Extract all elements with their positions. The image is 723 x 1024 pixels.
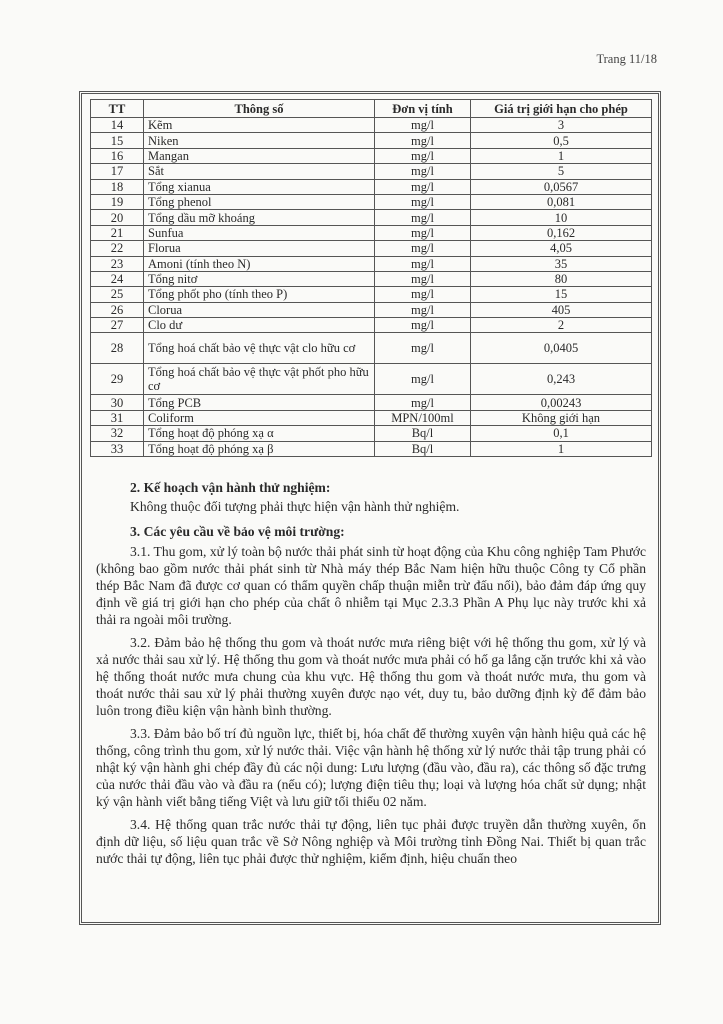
row-number: 29: [91, 364, 144, 395]
unit-cell: mg/l: [375, 179, 471, 194]
row-number: 16: [91, 148, 144, 163]
table-row: [91, 194, 652, 209]
parameter-name: Coliform: [144, 410, 375, 425]
parameter-name: Tổng phenol: [144, 194, 375, 209]
limit-value: 0,081: [471, 194, 652, 209]
section-2-heading: 2. Kế hoạch vận hành thử nghiệm:: [130, 480, 331, 495]
unit-cell: Bq/l: [375, 441, 471, 456]
table-row: [91, 133, 652, 148]
row-number: 22: [91, 241, 144, 256]
unit-cell: mg/l: [375, 256, 471, 271]
limit-value: 10: [471, 210, 652, 225]
limit-value: 5: [471, 164, 652, 179]
limit-value: 405: [471, 302, 652, 317]
table-row: [91, 410, 652, 425]
table-row: [91, 318, 652, 333]
row-number: 19: [91, 194, 144, 209]
limit-value: 15: [471, 287, 652, 302]
limit-value: Không giới hạn: [471, 410, 652, 425]
row-number: 18: [91, 179, 144, 194]
parameter-name: Clorua: [144, 302, 375, 317]
row-number: 26: [91, 302, 144, 317]
unit-cell: mg/l: [375, 225, 471, 240]
row-number: 27: [91, 318, 144, 333]
table-header-row: [91, 100, 652, 118]
table-row: [91, 118, 652, 133]
parameter-name: Tổng phốt pho (tính theo P): [144, 287, 375, 302]
unit-cell: mg/l: [375, 271, 471, 286]
unit-cell: mg/l: [375, 318, 471, 333]
row-number: 23: [91, 256, 144, 271]
unit-cell: mg/l: [375, 287, 471, 302]
parameter-name: Mangan: [144, 148, 375, 163]
unit-cell: mg/l: [375, 148, 471, 163]
limit-value: 1: [471, 441, 652, 456]
limit-value: 2: [471, 318, 652, 333]
row-number: 28: [91, 333, 144, 364]
row-number: 17: [91, 164, 144, 179]
parameter-name: Tổng hoá chất bảo vệ thực vật phốt pho hữu cơ: [144, 364, 375, 395]
unit-cell: mg/l: [375, 333, 471, 364]
header-tt: TT: [91, 100, 144, 118]
paragraph-3-3: 3.3. Đảm bảo bố trí đủ nguồn lực, thiết bị, hóa chất để thường xuyên vận hành hiệu quả các hệ thống, công trình thu gom, xử lý nước thải. Việc vận hành hệ thống xử lý nước thải tập trung phải có nhật ký vận hành ghi chép đầy đủ các nội dung: Lưu lượng (đầu vào, đầu ra), các thông số đặc trưng của nước thải đầu vào và đầu ra (nếu có); lượng điện tiêu thụ; loại và lượng hóa chất sử dụng; nhật ký vận hành viết bằng tiếng Việt và lưu giữ tối thiểu 02 năm.: [96, 725, 646, 810]
row-number: 24: [91, 271, 144, 286]
row-number: 30: [91, 395, 144, 410]
row-number: 20: [91, 210, 144, 225]
limit-value: 0,0405: [471, 333, 652, 364]
table-row: [91, 179, 652, 194]
limit-value: 0,5: [471, 133, 652, 148]
table-row: [91, 210, 652, 225]
limit-value: 0,243: [471, 364, 652, 395]
table-row: [91, 225, 652, 240]
row-number: 15: [91, 133, 144, 148]
table-row: [91, 441, 652, 456]
parameter-name: Sắt: [144, 164, 375, 179]
parameter-name: Tổng nitơ: [144, 271, 375, 286]
parameter-name: Tổng hoạt độ phóng xạ α: [144, 426, 375, 441]
table-row: [91, 364, 652, 395]
unit-cell: mg/l: [375, 194, 471, 209]
unit-cell: mg/l: [375, 302, 471, 317]
table-row: [91, 164, 652, 179]
section-3-heading: 3. Các yêu cầu về bảo vệ môi trường:: [130, 524, 345, 540]
unit-cell: MPN/100ml: [375, 410, 471, 425]
parameter-name: Tổng hoạt độ phóng xạ β: [144, 441, 375, 456]
unit-cell: mg/l: [375, 164, 471, 179]
page-number: Trang 11/18: [596, 52, 657, 66]
parameter-name: Niken: [144, 133, 375, 148]
parameter-name: Tổng xianua: [144, 179, 375, 194]
limit-value: 3: [471, 118, 652, 133]
paragraph-3-4: 3.4. Hệ thống quan trắc nước thải tự động, liên tục phải được truyền dẫn thường xuyên, ổn định dữ liệu, số liệu quan trắc về Sở Nông nghiệp và Môi trường tỉnh Đồng Nai. Thiết bị quan trắc nước thải tự động, liên tục phải được thử nghiệm, kiểm định, hiệu chuẩn theo: [96, 816, 646, 867]
table-row: [91, 426, 652, 441]
parameter-name: Kẽm: [144, 118, 375, 133]
row-number: 21: [91, 225, 144, 240]
limit-value: 0,162: [471, 225, 652, 240]
section-2-text: Không thuộc đối tượng phải thực hiện vận hành thử nghiệm.: [130, 499, 460, 515]
row-number: 33: [91, 441, 144, 456]
unit-cell: mg/l: [375, 118, 471, 133]
table-row: [91, 271, 652, 286]
limit-value: 35: [471, 256, 652, 271]
row-number: 25: [91, 287, 144, 302]
unit-cell: Bq/l: [375, 426, 471, 441]
table-row: [91, 287, 652, 302]
paragraph-3-1: 3.1. Thu gom, xử lý toàn bộ nước thải phát sinh từ hoạt động của Khu công nghiệp Tam Phước (không bao gồm nước thải phát sinh từ Nhà máy thép Bắc Nam hiện hữu thuộc Công ty Cổ phần thép Bắc Nam đã được cơ quan có thẩm quyền chấp thuận miễn trừ đấu nối), bảo đảm đáp ứng quy định về giá trị giới hạn cho phép của chất ô nhiễm tại Mục 2.3.3 Phần A Phụ lục này trước khi xả thải ra ngoài môi trường.: [96, 543, 646, 628]
unit-cell: mg/l: [375, 241, 471, 256]
limit-value: 80: [471, 271, 652, 286]
row-number: 32: [91, 426, 144, 441]
table-row: [91, 395, 652, 410]
parameter-name: Tổng dầu mỡ khoáng: [144, 210, 375, 225]
parameter-name: Florua: [144, 241, 375, 256]
row-number: 14: [91, 118, 144, 133]
limit-value: 0,1: [471, 426, 652, 441]
unit-cell: mg/l: [375, 364, 471, 395]
page-frame: [79, 91, 661, 925]
unit-cell: mg/l: [375, 210, 471, 225]
requirements-content: [96, 479, 646, 872]
table-row: [91, 302, 652, 317]
header-limit-value: Giá trị giới hạn cho phép: [471, 100, 652, 118]
parameter-name: Sunfua: [144, 225, 375, 240]
parameter-name: Tổng PCB: [144, 395, 375, 410]
paragraph-3-2: 3.2. Đảm bảo hệ thống thu gom và thoát nước mưa riêng biệt với hệ thống thu gom, xử lý và xả nước thải sau xử lý. Hệ thống thu gom và thoát nước mưa phải có hố ga lắng cặn trước khi xả vào hệ thống thoát nước mưa chung của khu vực. Hệ thống thu gom và thoát nước mưa, thu gom và thoát nước thải sau xử lý phải thường xuyên được nạo vét, duy tu, bảo dưỡng định kỳ để đảm bảo luôn trong điều kiện vận hành bình thường.: [96, 634, 646, 719]
limit-value: 0,00243: [471, 395, 652, 410]
header-unit: Đơn vị tính: [375, 100, 471, 118]
table-row: [91, 333, 652, 364]
parameter-name: Tổng hoá chất bảo vệ thực vật clo hữu cơ: [144, 333, 375, 364]
row-number: 31: [91, 410, 144, 425]
table-row: [91, 148, 652, 163]
table-row: [91, 256, 652, 271]
limit-value: 0,0567: [471, 179, 652, 194]
unit-cell: mg/l: [375, 133, 471, 148]
unit-cell: mg/l: [375, 395, 471, 410]
parameter-limits-table: [90, 99, 652, 457]
parameter-name: Clo dư: [144, 318, 375, 333]
table-row: [91, 241, 652, 256]
parameter-name: Amoni (tính theo N): [144, 256, 375, 271]
header-parameter: Thông số: [144, 100, 375, 118]
limit-value: 1: [471, 148, 652, 163]
limit-value: 4,05: [471, 241, 652, 256]
